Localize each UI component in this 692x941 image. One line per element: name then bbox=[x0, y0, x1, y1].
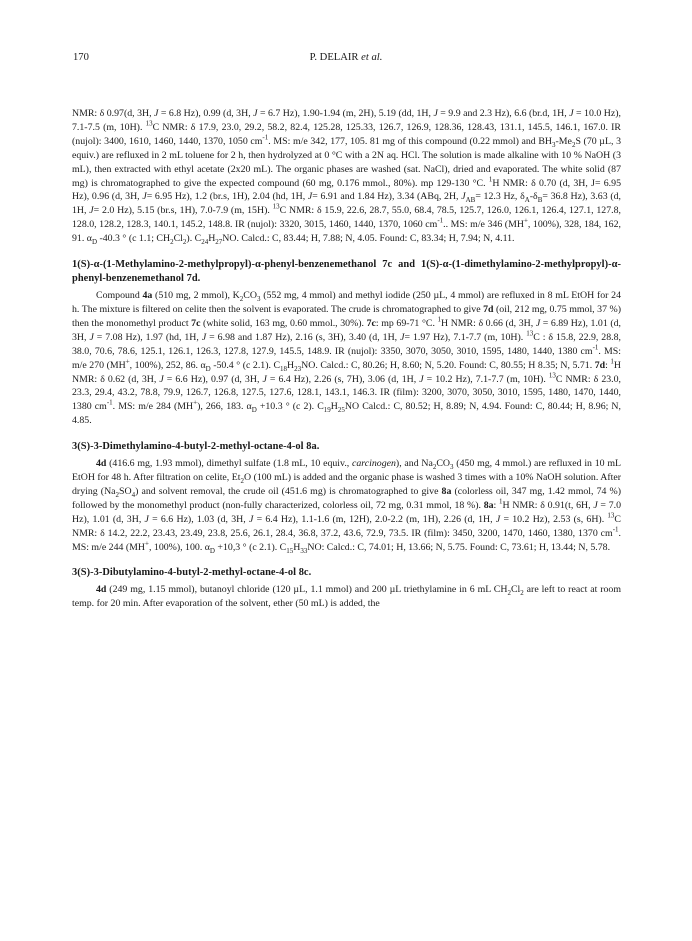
paragraph: 4d (416.6 mg, 1.93 mmol), dimethyl sulfate (1.8 mL, 10 equiv., carcinogen), and $Na_2CO_3$ (450 mg, 4 mmol.) are refluxed in 10 mL EtOH for 48 h. After filtration on celite, $Et_2O$ (100 mL) is added and the organic phase is washed 3 times with a 10% NaOH solution. After drying $(Na_2SO_4)$ and solvent removal, the crude oil (451.6 mg) is chromatographed to give 8a (colorless oil, 347 mg, 1.42 mmol, 74 %) followed by the monomethyl product (non-fully characterized, colorless oil, 72 mg, 0.31 mmol, 18 %). 8a: $^1$H NMR: δ 0.91(t, 6H, J = 7.0 Hz), 1.01 (d, 3H, J = 6.6 Hz), 1.03 (d, 3H, J = 6.4 Hz), 1.1-1.6 (m, 12H), 2.0-2.2 (m, 1H), 2.26 (d, 1H, J = 10.2 Hz), 2.53 (s, 6H). $^{13}$C NMR: δ 14.2, 22.2, 23.43, 23.49, 23.8, 25.6, 26.1, 28.4, 36.8, 37.2, 43.6, 72.9, 73.5. IR (film): 3450, 3200, 1470, 1460, 1380, 1370 $cm^{-1}$. MS: m/e 244 (MH+, 100%), 100. $\alpha_D +10,3$ ° (c 2.1). $C_{15}H_{33}NO$: Calcd.: C, 74.01; H, 13.66; N, 5.75. Found: C, 73.61; H, 13.44; N, 5.78. bbox=[72, 458, 622, 555]
authors-prefix: P. D bbox=[309, 52, 328, 63]
article-body bbox=[72, 107, 621, 611]
paragraph: Compound 4a (510 mg, 2 mmol), $K_2CO_3$ (552 mg, 4 mmol) and methyl iodide (250 µL, 4 mmol) are refluxed in 8 mL EtOH for 24 h. The mixture is filtered on celite then the solvent is evaporated. The crude is chromatographed to give 7d (oil, 212 mg, 0.75 mmol, 37 %) then the monomethyl product 7c (white solid, 163 mg, 0.60 mmol., 30%). 7c: mp 69-71 °C. $^1$H NMR: δ 0.66 (d, 3H, J = 6.89 Hz), 1.01 (d, 3H, J = 7.08 Hz), 1.97 (hd, 1H, J = 6.98 and 1.87 Hz), 2.16 (s, 3H), 3.40 (d, 1H, J= 1.97 Hz), 7.1-7.7 (m, 10H). $^{13}$C : δ 15.8, 22.9, 28.8, 38.0, 70.6, 78.6, 125.1, 126.1, 126.3, 127.8, 127.9, 145.5, 148.9. IR (nujol): 3350, 3070, 3050, 3010, 1595, 1480, 1440, 1380 $cm^{-1}$. MS: m/e 270 (MH+, 100%), 252, 86. $\alpha_D$ -50.4 ° (c 2.1). $C_{18}H_{23}NO$. Calcd.: C, 80.26; H, 8.60; N, 5.20. Found: C, 80.55; H 8.35; N, 5.71. 7d: $^1$H NMR: δ 0.62 (d, 3H, J = 6.6 Hz), 0.97 (d, 3H, J = 6.4 Hz), 2.26 (s, 7H), 3.06 (d, 1H, J = 10.2 Hz), 7.1-7.7 (m, 10H). $^{13}$C NMR: δ 23.0, 23.3, 29.4, 43.2, 78.8, 79.9, 126.7, 126.8, 127.5, 127.6, 128.1, 143.1, 146.3. IR (film): 3200, 3070, 3050, 3010, 1595, 1480, 1470, 1440, 1380 $cm^{-1}$. MS: m/e 284 (MH+), 266, 183. $\alpha_D +10.3$ ° (c 2). $C_{19}H_{25}NO$ Calcd.: C, 80.52; H, 8.89; N, 4.94. Found: C, 80.44; H, 8.96; N, 4.85. bbox=[72, 290, 622, 427]
authors-caps: ELAIR bbox=[327, 52, 359, 63]
paragraph: 4d (249 mg, 1.15 mmol), butanoyl chloride (120 µL, 1.1 mmol) and 200 µL triethylamine in 6 mL $CH_2Cl_2$ are left to react at room temp. for 20 min. After evaporation of the solvent, ether (50 mL) is added, the bbox=[72, 584, 621, 610]
section-heading: 3(S)-3-Dimethylamino-4-butyl-2-methyl-octane-4-ol 8a. bbox=[72, 441, 320, 453]
page-number: 170 bbox=[73, 52, 89, 63]
authors-etal: et al. bbox=[361, 52, 383, 63]
section-heading: 1(S)-α-(1-Methylamino-2-methylpropyl)-α-phenyl-benzenemethanol 7c and 1(S)-α-(1-dimethylamino-2-methylpropyl)-α-phenyl-benzenemethanol 7d. bbox=[72, 259, 621, 285]
running-head bbox=[0, 52, 692, 68]
section-heading: 3(S)-3-Dibutylamino-4-butyl-2-methyl-octane-4-ol 8c. bbox=[72, 567, 312, 579]
paragraph: NMR: δ 0.97(d, 3H, J = 6.8 Hz), 0.99 (d, 3H, J = 6.7 Hz), 1.90-1.94 (m, 2H), 5.19 (dd, 1H, J = 9.9 and 2.3 Hz), 6.6 (br.d, 1H, J = 10.0 Hz), 7.1-7.5 (m, 10H). $^{13}$C NMR: δ 17.9, 23.0, 29.2, 58.2, 82.4, 125.28, 125.33, 126.7, 126.9, 128.36, 128.43, 131.1, 145.5, 146.1, 167.0. IR (nujol): 3400, 1610, 1460, 1440, 1370, 1050 $cm^{-1}$. MS: m/e 342, 177, 105. 81 mg of this compound (0.22 mmol) and $BH_3-Me_2S$ (70 µL, 3 equiv.) are refluxed in 2 mL toluene for 2 h, then hydrolyzed at 0 °C with a 2N aq. HCl. The solution is made alkaline with 10 % NaOH (3 mL), then extracted with ethyl acetate (2x20 mL). The organic phases are washed (sat. NaCl), dried and evaporated. The white solid (87 mg) is chromatographed to give the expected compound (60 mg, 0.176 mmol., 80%). mp 129-130 °C. $^1$H NMR: δ 0.70 (d, 3H, J= 6.95 Hz), 0.96 (d, 3H, J= 6.95 Hz), 1.2 (br.s, 1H), 2.04 (hd, 1H, J= 6.91 and 1.84 Hz), 3.34 (ABq, 2H, $J_{AB}= 12.3$ Hz, $\delta_A-\delta_B= 36.8$ Hz), 3.63 (d, 1H, J= 2.0 Hz), 5.15 (br.s, 1H), 7.0-7.9 (m, 15H). $^{13}$C NMR: δ 15.9, 22.6, 28.7, 55.0, 68.4, 78.5, 125.7, 126.0, 126.1, 126.4, 127.1, 127.8, 128.0, 128.2, 128.3, 140.1, 145.2, 148.8. IR (nujol): 3320, 3015, 1460, 1440, 1370, 1060 $cm^{-1}$.. MS: m/e 346 (MH+, 100%), 328, 184, 162, 91. $\alpha_D$ -40.3 ° (c 1.1; $CH_2Cl_2$). $C_{24}H_{27}NO$. Calcd.: C, 83.44; H, 7.88; N, 4.05. Found: C, 83.34; H, 7.94; N, 4.11. bbox=[72, 108, 622, 247]
header-authors bbox=[0, 52, 692, 63]
